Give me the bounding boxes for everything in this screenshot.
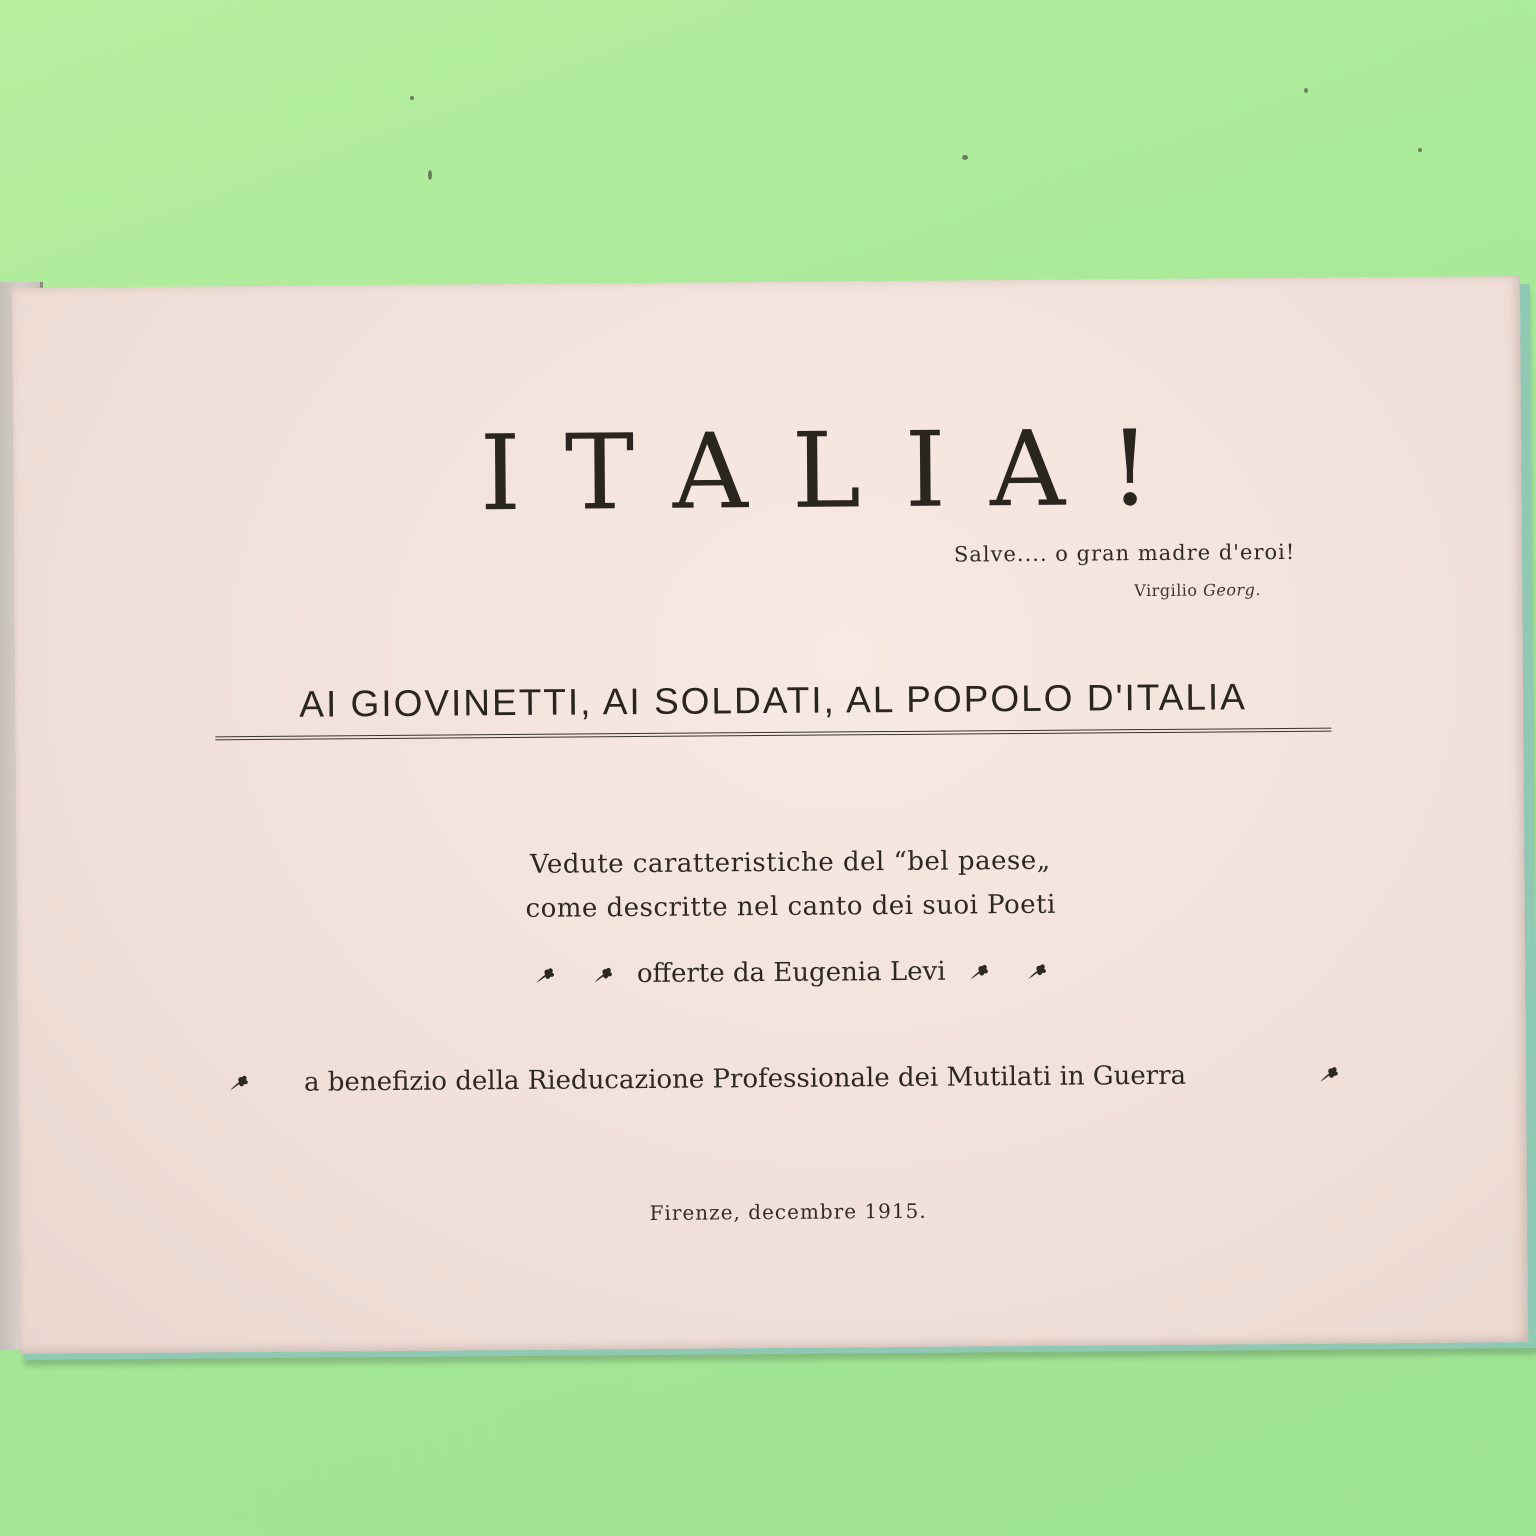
epigraph-quote: Salve.... o gran madre d'eroi! [953, 539, 1296, 567]
offered-by-text: offerte da Eugenia Levi [636, 956, 946, 990]
epigraph-work: Georg. [1203, 580, 1262, 600]
fleuron-icon [591, 964, 617, 986]
epigraph-source [1134, 580, 1261, 600]
benefit-text: a benefizio della Rieducazione Professionale dei Mutilati in Guerra [303, 1060, 1187, 1098]
fleuron-icon [1316, 1064, 1342, 1086]
subtitle-line-2: come descritte nel canto dei suoi Poeti [525, 889, 1056, 924]
place-and-date: Firenze, decembre 1915. [649, 1198, 927, 1225]
title-page [12, 276, 1528, 1354]
page-title: ITALIA! [479, 406, 1196, 535]
fleuron-icon [966, 961, 992, 983]
fleuron-icon [532, 965, 558, 987]
fleuron-icon [226, 1072, 252, 1094]
offered-by-line [17, 952, 1525, 994]
subtitle-line-1: Vedute caratteristiche del “bel paese„ [529, 845, 1051, 880]
benefit-line [214, 1059, 1354, 1098]
dedication-heading: AI GIOVINETTI, AI SOLDATI, AL POPOLO D'ITALIA [215, 676, 1331, 741]
fleuron-icon [1024, 961, 1050, 983]
epigraph-author: Virgilio [1134, 580, 1198, 601]
